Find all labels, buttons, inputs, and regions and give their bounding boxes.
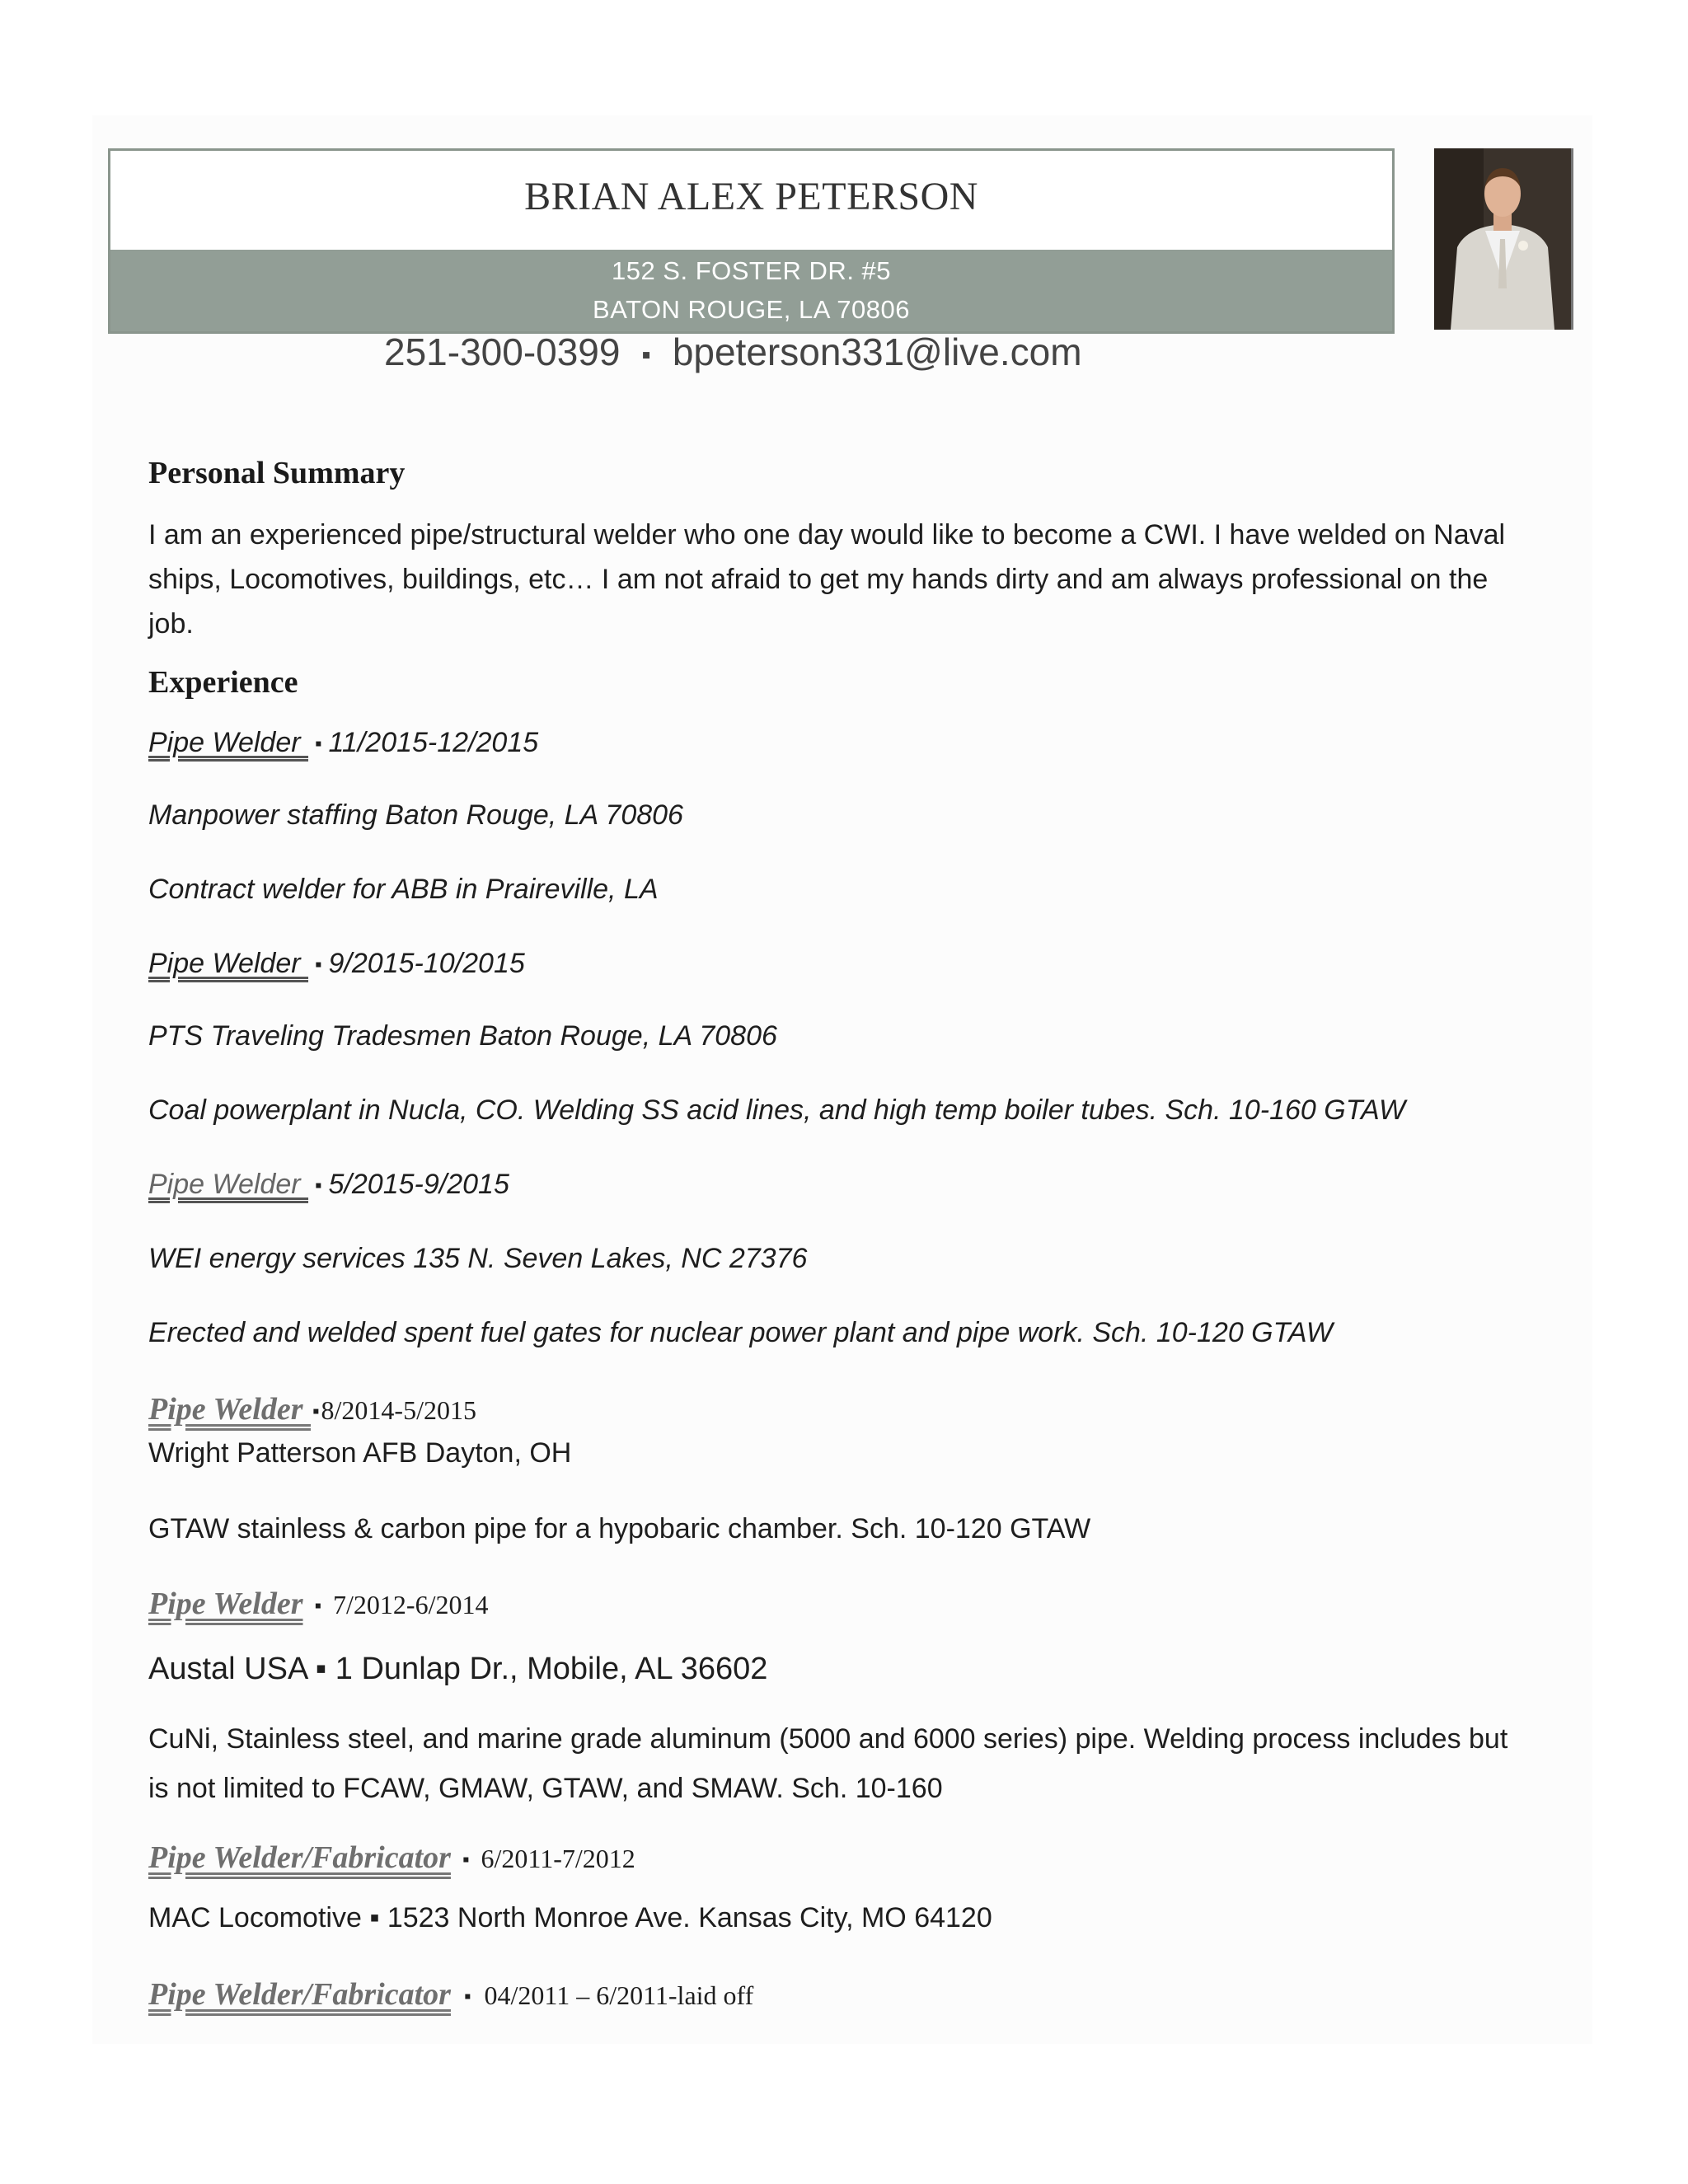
bullet: ▪ [312,1400,320,1423]
address-line-2: BATON ROUGE, LA 70806 [593,295,910,324]
job-2-header [148,948,525,980]
address-line-1: 152 S. FOSTER DR. #5 [611,256,892,285]
summary-heading: Personal Summary [148,456,406,490]
job-6-title: Pipe Welder/Fabricator [148,1840,451,1875]
job-7-title: Pipe Welder/Fabricator [148,1977,451,2012]
job-2-company: PTS Traveling Tradesmen Baton Rouge, LA 70806 [148,1020,777,1052]
job-1-header [148,727,538,759]
job-2-description: Coal powerplant in Nucla, CO. Welding SS acid lines, and high temp boiler tubes. Sch. 10-160 GTAW [148,1094,1406,1126]
job-1-title: Pipe Welder [148,727,309,758]
job-7-dates: 04/2011 – 6/2011-laid off [484,1980,754,2010]
job-4-header [148,1391,476,1427]
job-3-title: Pipe Welder [148,1169,309,1200]
profile-photo [1434,148,1573,330]
job-5-company: Austal USA ▪ 1 Dunlap Dr., Mobile, AL 36602 [148,1652,768,1686]
job-2-title: Pipe Welder [148,948,309,979]
bullet: ▪ [315,954,322,977]
job-1-company: Manpower staffing Baton Rouge, LA 70806 [148,799,683,831]
job-6-dates: 6/2011-7/2012 [481,1844,635,1873]
bullet: ▪ [315,733,322,756]
job-3-dates: 5/2015-9/2015 [328,1169,509,1200]
bullet: ▪ [462,1849,470,1872]
job-5-title: Pipe Welder [148,1586,303,1621]
job-5-header [148,1586,488,1622]
job-7-header [148,1976,753,2013]
job-3-company: WEI energy services 135 N. Seven Lakes, NC 27376 [148,1243,808,1274]
job-2-dates: 9/2015-10/2015 [328,948,525,979]
phone-number: 251-300-0399 [384,330,621,373]
job-5-dates: 7/2012-6/2014 [333,1590,489,1619]
job-1-dates: 11/2015-12/2015 [328,727,539,758]
job-5-description: CuNi, Stainless steel, and marine grade aluminum (5000 and 6000 series) pipe. Welding process includes but is not limited to FCAW, GMAW, GTAW, and SMAW. Sch. 10-160 [148,1723,1508,1804]
job-4-dates: 8/2014-5/2015 [321,1395,476,1425]
experience-heading: Experience [148,665,298,700]
bullet: ▪ [314,1595,322,1618]
bullet: ▪ [315,1174,322,1197]
bullet: ▪ [463,1985,471,2008]
job-1-description: Contract welder for ABB in Praireville, LA [148,874,659,905]
summary-text: I am an experienced pipe/structural welder who one day would like to become a CWI. I have welded on Naval ships, Locomotives, buildings, etc… I am not afraid to get my hands dirty and am always professional on the job. [148,519,1506,640]
contact-separator: ▪ [641,340,651,370]
profile-photo-image [1434,148,1571,330]
applicant-name: BRIAN ALEX PETERSON [524,175,978,218]
job-4-description: GTAW stainless & carbon pipe for a hypobaric chamber. Sch. 10-120 GTAW [148,1513,1091,1544]
header-box [108,148,1395,334]
contact-line [384,330,1082,374]
address-band [110,250,1392,331]
job-6-company: MAC Locomotive ▪ 1523 North Monroe Ave. Kansas City, MO 64120 [148,1902,992,1933]
job-4-title: Pipe Welder [148,1392,311,1427]
job-6-header [148,1840,635,1876]
job-4-company: Wright Patterson AFB Dayton, OH [148,1437,572,1469]
job-3-header [148,1169,509,1201]
email-address: bpeterson331@live.com [672,330,1082,373]
job-3-description: Erected and welded spent fuel gates for nuclear power plant and pipe work. Sch. 10-120 GTAW [148,1317,1334,1348]
